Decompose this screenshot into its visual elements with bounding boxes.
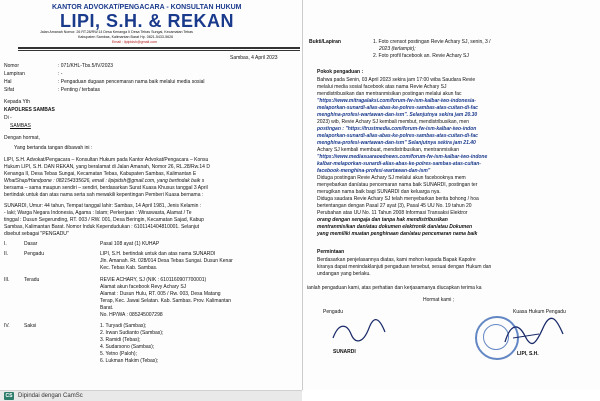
letter-page-left	[0, 0, 302, 390]
nomor-label: Nomor	[4, 63, 20, 69]
pokok-line: mendistribusikan dan mentranmisikan postingan melalui akun fac	[317, 91, 462, 97]
hal-value: : Pengaduan dugaan pencemaran nama baik melalui media sosial	[58, 79, 205, 85]
para1-line1: LIPI, S.H. Advokat/Pengacara – Konsultan Hukum pada Kantor Advokat/Pengacara – Konsu	[4, 157, 209, 163]
sifat-value: : Penting / terbatas	[58, 87, 100, 93]
letterhead-rule	[18, 47, 300, 49]
pokok-line: postingan : "https://trustmedia.com/forum-fw-ism-kalbar-iwo-indon	[317, 126, 477, 132]
pokok-line: menyebarkan dan/atau pencemaran nama baik SUNARDI, postingan ter	[317, 182, 478, 188]
pokok-line: Diduga saudara Revie Achary SJ telah menyebarkan berita bohong / hoa	[317, 196, 479, 202]
recipient-line-1: Kepada Yth	[4, 99, 31, 105]
para2-line4: Sambas, Kalimantan Barat. Nomor Induk Kependudukan : 6101141404810001. Selanjut	[4, 224, 200, 230]
lampiran-value: : -	[58, 71, 63, 77]
row-line: Kec. Tebas Kab. Sambas.	[100, 265, 158, 271]
firm-address-2: Kabupaten Sambas, Kalimantan Barat Hp. 0821-5433-5626	[78, 35, 174, 39]
row-num: IV.	[4, 323, 10, 329]
scanner-watermark-bar	[0, 390, 302, 401]
row-line: Jln. Amanah. Rt. 028/014 Desa Tebas Sungai. Dusun Kenar	[100, 258, 233, 264]
bukti-item-2: 2. Foto profil facebook an. Revie Achary SJ	[373, 53, 469, 59]
firm-address-1: Jalan Amanah Nomor. 26 RT.28/RW.14 Desa Kenanga II Desa Tebas Sungai, Kecamatan Tebas	[40, 30, 193, 34]
para1-line2: Hukum LIPI, S.H. DAN REKAN, yang beralamat di Jalan Amanah, Nomor 26, RL.28/Rw.14 D	[4, 164, 210, 170]
pokok-line: bertentangan dengan Pasal 27 ayat (3), Pasal 45 UU No. 19 tahun 20	[317, 203, 472, 209]
row-label: Teradu	[24, 277, 40, 283]
para2-line2: - laki; Warga Negara Indonesia, Agama : Islam; Perkerjaan : Wiraswasta, Alamat / Te	[4, 210, 192, 216]
greeting: Dengan hormat,	[4, 135, 40, 141]
pengadu-label: Pengadu	[323, 309, 344, 315]
signature-sunardi	[329, 318, 389, 346]
pokok-line: "https://www.mitragalaksi.com/forum-fw-ism-kalbar-iwo-indonesia-	[317, 98, 476, 104]
letterhead-rule-thin	[18, 50, 300, 51]
firm-name: LIPI, S.H. & REKAN	[60, 11, 235, 31]
row-label: Pengadu	[24, 251, 45, 257]
row-line: 5. Yetno (Paloh);	[100, 351, 137, 357]
row-label: Saksi	[24, 323, 37, 329]
bukti-label: Bukti/Lapiran	[309, 39, 341, 45]
hal-label: Hal	[4, 79, 12, 85]
row-line: LIPI, S.H. bertindak untuk dan atas nama SUNARDI	[100, 251, 216, 257]
pokok-title: Pokok pengaduan :	[317, 69, 364, 75]
firm-title: KANTOR ADVOKAT/PENGACARA - KONSULTAN HUKUM	[52, 4, 242, 11]
permintaan-line: Berdasarkan penjelasannya diatas, kami mohon kepada Bapak Kapolre	[317, 257, 476, 263]
pokok-line: Bahwa pada Senin, 03 April 2023 sekira jam 17:00 wiba Saudara Revie	[317, 77, 476, 83]
letter-page-right	[302, 0, 600, 390]
para1-line4: WhatShap/Handpone : 082154335626, email : lipipidsh@gmail.com, yang bertindak baik s	[4, 178, 205, 184]
row-line: 6. Lukman Hakim (Tebas);	[100, 358, 159, 364]
signatory-pengadu: SUNARDI	[333, 349, 356, 355]
recipient-line-4: SAMBAS	[10, 123, 31, 129]
permintaan-title: Permintaan	[317, 249, 345, 255]
pokok-line: yang memiliki muatan penghinaan dan/atau pencemaran nama baik	[317, 231, 478, 237]
intro: Yang bertanda tangan dibawah ini :	[14, 145, 93, 151]
closing-sentence: ianlah pengaduan kami, atas perhatian dan kerjasamanya diucapkan terima ka	[307, 285, 482, 291]
para1-line5: bersama – sama maupun sendiri – sendiri, berdasarkan Surat Kuasa Khusus tanggal 3 April	[4, 185, 208, 191]
pokok-line: melaporkan-sunardi-alias-abas-ke-polres-sambas-atas-cuitan-di-fac	[317, 133, 478, 139]
row-num: I.	[4, 241, 7, 247]
row-label: Dasar	[24, 241, 38, 247]
permintaan-line: undangan yang berlaku.	[317, 271, 371, 277]
place-date: Sambas, 4 April 2023	[230, 55, 278, 61]
pokok-line: melaporkan-sunardi-alias-abas-ke-polres-sambas-atas-cuitan-di-fac	[317, 105, 478, 111]
row-line: Terap, Kec. Jawai Selatan. Kab. Sambas. Prov. Kalimantan	[100, 298, 232, 304]
permintaan-line: kiranya dapat menindaklanjuti pengaduan tersebut, sesuai dengan Hukum dan	[317, 264, 492, 270]
pokok-line: merugikan nama baik bagi SUNARDI dan keluarga nya.	[317, 189, 441, 195]
para2-line1: SUNARDI, Umur: 44 tahun, Tempat tanggal lahir: Sambas, 14 April 1981, Jenis Kelamin :	[4, 203, 202, 209]
pokok-line: menghina-profesi-wartawan-dan-ism". Selanjutnya sekira jam 20.30	[317, 112, 478, 118]
row-num: III.	[4, 277, 10, 283]
row-line: Alamat akun facebook Revy Achary SJ	[100, 284, 187, 290]
scanner-text: Dipindai dengan CamSc	[18, 393, 83, 399]
pokok-line: mentranmisikan dan/atau dokumen elektronik dan/atau Dokumen	[317, 224, 473, 230]
recipient-line-3: Di -	[4, 115, 12, 121]
pokok-line: Achary SJ kembali membuat, mendistribusikan, mentranmisikan	[317, 147, 459, 153]
bukti-item-1b: 2023 (terlampir);	[379, 46, 416, 52]
lampiran-label: Lampiran	[4, 71, 25, 77]
bukti-item-1: 1. Foto crensot postingan Revie Achary SJ, senin, 3 /	[373, 39, 491, 45]
camscanner-icon: CS	[5, 393, 13, 399]
pokok-line: orang dengan sengaja dan tanpa hak mendistribusikan	[317, 217, 448, 223]
sifat-label: Sifat	[4, 87, 15, 93]
para1-line3: Kenanga II, Desa Tebas Sungai, Kecamatan Tebas, Kabupaten Sambas, Kalimantan E	[4, 171, 197, 177]
firm-email: Email : lipipidsh@gmail.com	[112, 40, 157, 44]
row-line: 4. Sudarsono (Sambas);	[100, 344, 155, 350]
pokok-line: "https://www.mediasuaraoednews.com/forum-fw-ism-kalbar-iwo-indone	[317, 154, 488, 160]
signature-lipi	[499, 316, 569, 350]
nomor-value: : 071/KHL-Tbs.5/IV/2023	[58, 63, 114, 69]
pokok-line: 2023) wib, Revie Achary SJ kembali membut, mendistribusikan, men	[317, 119, 470, 125]
pokok-line: facebook-menghina-profesi-wartawan-dan-ism"	[317, 168, 431, 174]
para2-line5: disebut sebagai "PENGADU"	[4, 231, 69, 237]
recipient-line-2: KAPOLRES SAMBAS	[4, 107, 55, 113]
row-line: Pasal 108 ayat (1) KUHAP	[100, 241, 160, 247]
para2-line3: tinggal : Dusun Segerunding, RT. 003 / RW. 001, Desa Beringin, Kecamatan Sajad, Kabup	[4, 217, 204, 223]
row-line: 3. Ramidi (Tebas);	[100, 337, 141, 343]
para1-line6: bertindak untuk dan atas nama serta sah mewakili kepentingan Pemberi Kuasa bernama :	[4, 192, 204, 198]
hormat-kami: Hormat kami ;	[423, 297, 455, 303]
signatory-kuasa: LIPI, S.H.	[517, 351, 539, 357]
pokok-line: kalbar-melaporkan-sunardi-alias-abas-ke-polres-sambas-atas-cuitan-	[317, 161, 481, 167]
row-line: No. HP/WA : 085245007298	[100, 312, 163, 318]
kuasa-label: Kuasa Hukum Pengadu	[513, 309, 566, 315]
pokok-line: melalui media sosial facebook atas nama Revie Achary SJ	[317, 84, 447, 90]
row-line: 2. Irwan Sudianto (Sambas);	[100, 330, 164, 336]
pokok-line: Diduga postingan Revie Achary SJ melalui akun facebooknya mem	[317, 175, 466, 181]
row-line: REVIE ACHARY, SJ (NIK : 6101160907700001)	[100, 277, 207, 283]
row-line: Barat.	[100, 305, 114, 311]
row-line: Alamat : Dusun Hulu, RT. 005 / Rw. 003, Desa Matang	[100, 291, 221, 297]
row-num: II.	[4, 251, 9, 257]
pokok-line: menghina-profesi-wartawan-dan-ism" Selanjutnya sekira jam 21.40	[317, 140, 476, 146]
pokok-line: Perubahan atas UU No. 11 Tahun 2008 Informasi Transaksi Elektror	[317, 210, 468, 216]
row-line: 1. Turyadi (Sambas);	[100, 323, 147, 329]
